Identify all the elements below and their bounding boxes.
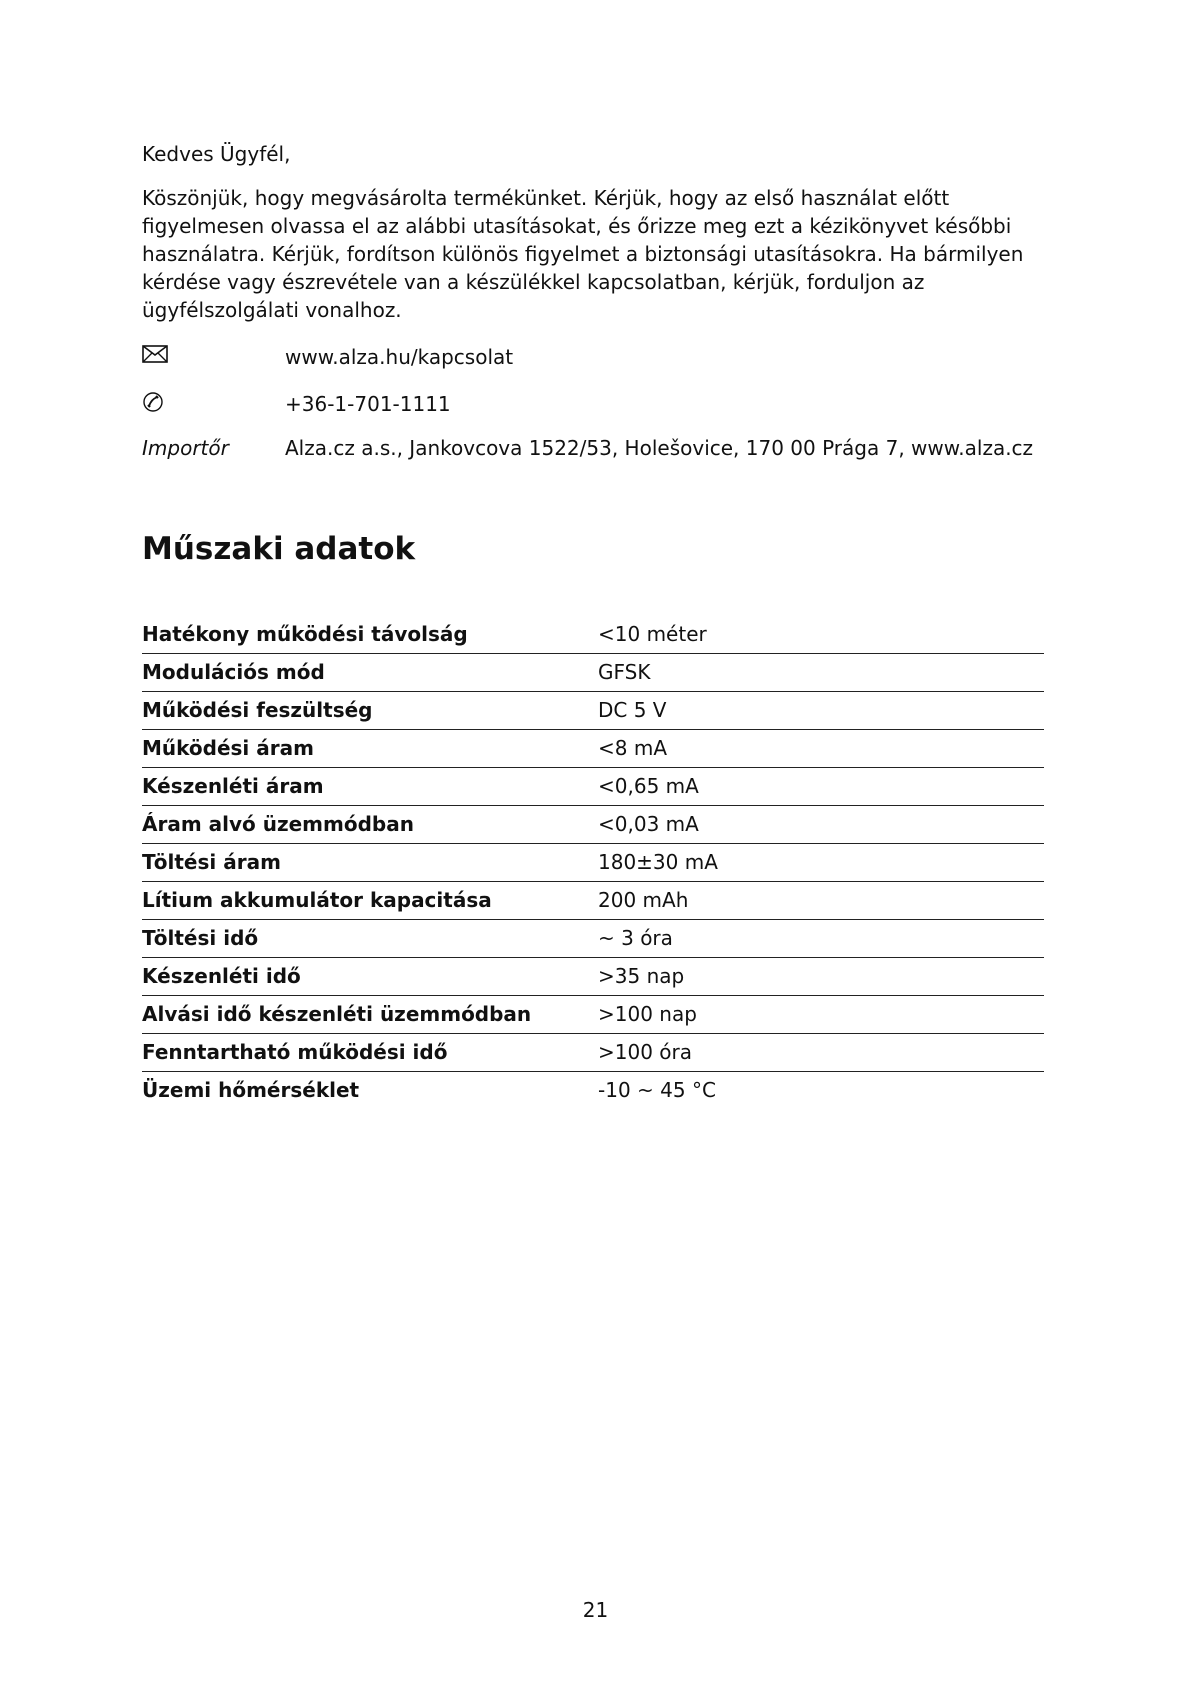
spec-value: 180±30 mA	[598, 850, 718, 874]
section-title: Műszaki adatok	[142, 531, 416, 567]
spec-value: <0,65 mA	[598, 774, 699, 798]
table-row	[142, 882, 1044, 920]
table-row	[142, 768, 1044, 806]
spec-param: Töltési idő	[142, 926, 259, 950]
spec-param: Működési áram	[142, 736, 314, 760]
phone-icon	[142, 391, 272, 413]
table-row	[142, 958, 1044, 996]
spec-param: Alvási idő készenléti üzemmódban	[142, 1002, 532, 1026]
spec-param: Áram alvó üzemmódban	[142, 812, 414, 836]
spec-value: <0,03 mA	[598, 812, 699, 836]
spec-value: <8 mA	[598, 736, 668, 760]
importer-label: Importőr	[142, 436, 229, 460]
spec-param: Töltési áram	[142, 850, 281, 874]
spec-value: >100 nap	[598, 1002, 697, 1026]
spec-value: GFSK	[598, 660, 651, 684]
spec-value: DC 5 V	[598, 698, 667, 722]
spec-param: Készenléti áram	[142, 774, 324, 798]
intro-paragraph: Köszönjük, hogy megvásárolta termékünket. Kérjük, hogy az első használat előtt figyelmesen olvassa el az alábbi utasításokat, és őrizze meg ezt a kézikönyvet későbbi használatra. Kérjük, fordítson különös figyelmet a biztonsági utasításokra. Ha bármilyen kérdése vagy észrevétele van a készülékkel kapcsolatban, kérjük, forduljon az ügyfélszolgálati vonalhoz.	[142, 186, 1024, 322]
spec-value: -10 ~ 45 °C	[598, 1078, 716, 1102]
spec-param: Működési feszültség	[142, 698, 373, 722]
spec-value: 200 mAh	[598, 888, 689, 912]
table-row	[142, 920, 1044, 958]
spec-value: ~ 3 óra	[598, 926, 673, 950]
spec-param: Modulációs mód	[142, 660, 325, 684]
table-row	[142, 730, 1044, 768]
table-row	[142, 692, 1044, 730]
table-row	[142, 844, 1044, 882]
page-number: 21	[582, 1598, 609, 1622]
table-row	[142, 654, 1044, 692]
spec-value: <10 méter	[598, 622, 707, 646]
table-row	[142, 806, 1044, 844]
table-row	[142, 1072, 1044, 1110]
spec-param: Fenntartható működési idő	[142, 1040, 448, 1064]
importer-address: Alza.cz a.s., Jankovcova 1522/53, Holešovice, 170 00 Prága 7, www.alza.cz	[285, 436, 1034, 460]
table-row	[142, 996, 1044, 1034]
table-row	[142, 616, 1044, 654]
table-row	[142, 1034, 1044, 1072]
greeting: Kedves Ügyfél,	[142, 142, 291, 166]
spec-value: >35 nap	[598, 964, 685, 988]
envelope-icon	[142, 344, 272, 364]
spec-table	[142, 616, 1044, 1109]
spec-param: Lítium akkumulátor kapacitása	[142, 888, 492, 912]
email-contact-link[interactable]: www.alza.hu/kapcsolat	[285, 345, 514, 369]
spec-value: >100 óra	[598, 1040, 693, 1064]
spec-param: Hatékony működési távolság	[142, 622, 468, 646]
spec-param: Üzemi hőmérséklet	[142, 1078, 360, 1102]
phone-number: +36-1-701-1111	[285, 392, 451, 416]
spec-param: Készenléti idő	[142, 964, 301, 988]
